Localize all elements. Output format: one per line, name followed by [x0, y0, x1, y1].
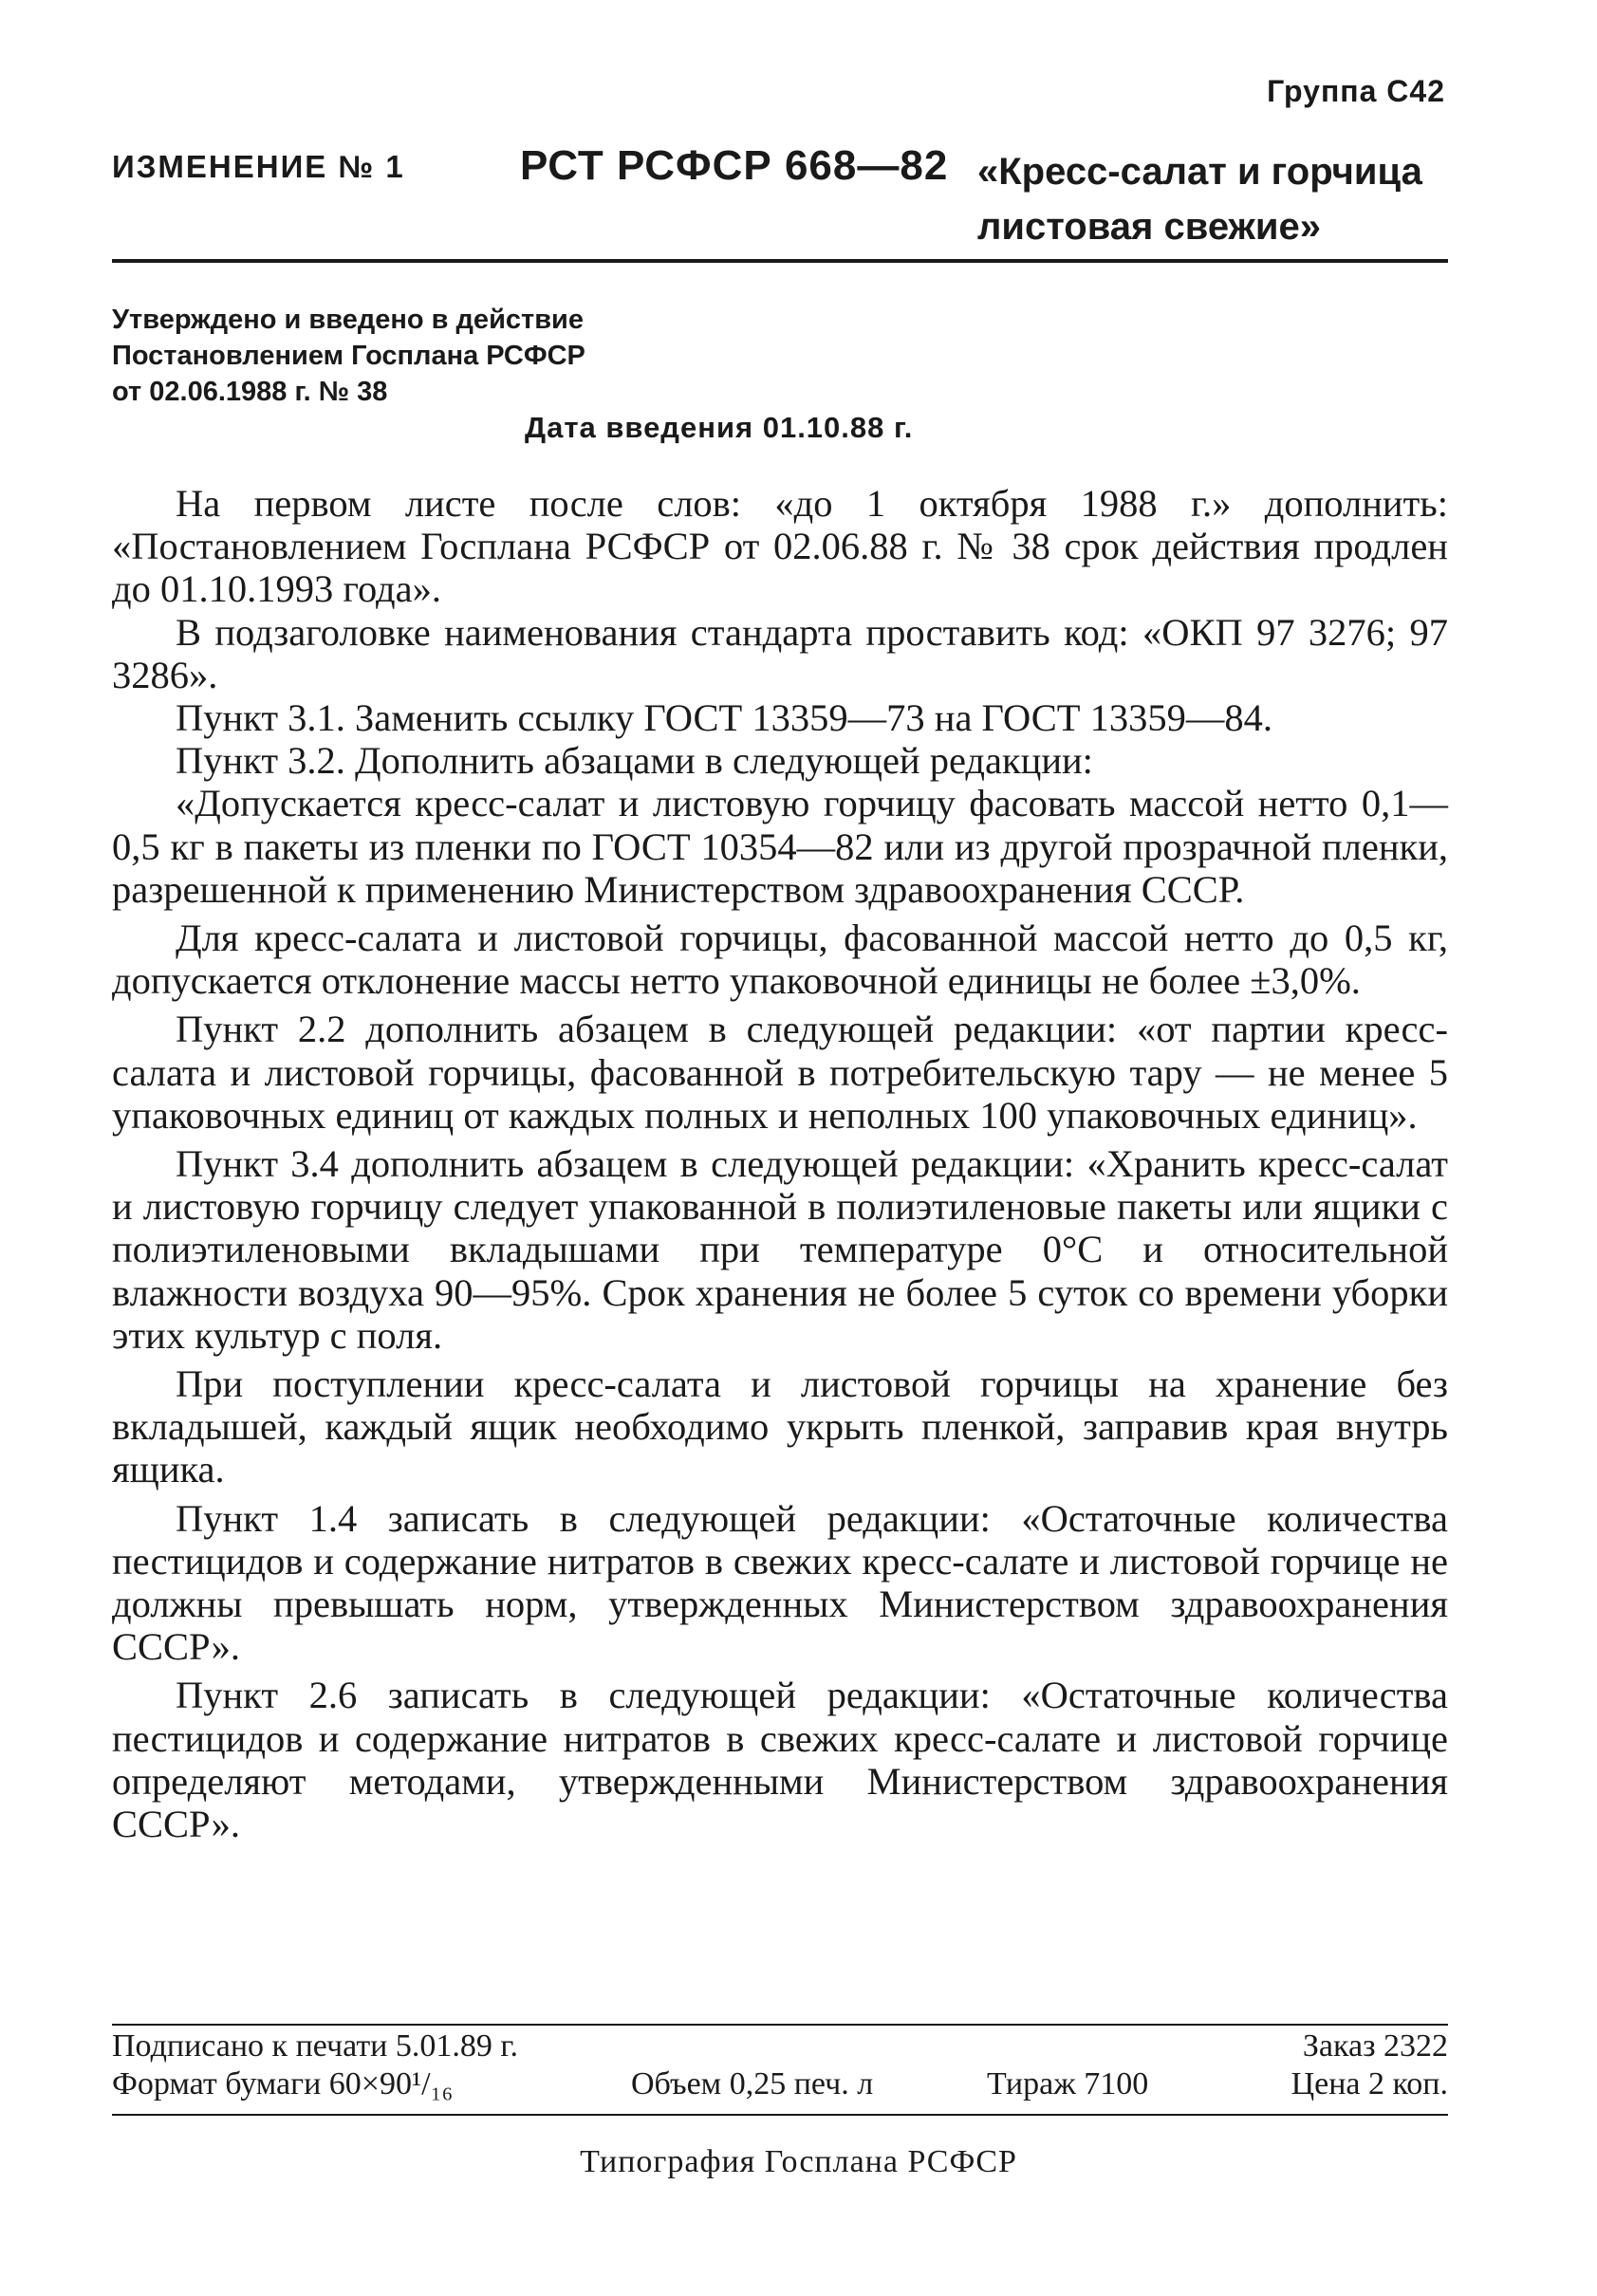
print-volume: Объем 0,25 печ. л: [631, 2066, 874, 2102]
paper-format: Формат бумаги 60×90¹/₁₆: [112, 2066, 454, 2102]
paragraph: Пункт 2.2 дополнить абзацем в следующей редакции: «от партии кресс-салата и листовой горчицы, фасованной в потребительскую тару — не менее 5 упаковочных единиц от каждых полных и неполных 100 упаковочных единиц».: [112, 1008, 1448, 1137]
paragraph: Пункт 3.1. Заменить ссылку ГОСТ 13359—73 на ГОСТ 13359—84.: [176, 696, 1272, 740]
footer-divider-top: [112, 2024, 1448, 2026]
document-body: [112, 482, 1448, 1845]
approval-line-3: от 02.06.1988 г. № 38: [112, 377, 388, 407]
change-number: ИЗМЕНЕНИЕ № 1: [112, 149, 405, 184]
approval-line-1: Утверждено и введено в действие: [112, 305, 585, 335]
paragraph: Пункт 2.6 записать в следующей редакции: «Остаточные количества пестицидов и содержание нитратов в свежих кресс-салате и листовой горчице определяют методами, утвержденными Министерством здравоохранения СССР».: [112, 1674, 1448, 1846]
approval-line-2: Постановлением Госплана РСФСР: [112, 341, 585, 371]
approval-block: [112, 302, 585, 410]
standard-title-line1: «Кресс-салат и горчица: [977, 151, 1422, 193]
printer-name: Типография Госплана РСФСР: [580, 2144, 1017, 2179]
standard-title: [977, 144, 1452, 254]
standard-title-line2: листовая свежие»: [977, 206, 1321, 248]
signed-for-print: Подписано к печати 5.01.89 г.: [112, 2028, 518, 2064]
paragraph: Пункт 1.4 записать в следующей редакции: «Остаточные количества пестицидов и содержание нитратов в свежих кресс-салате и листовой горчице не должны превышать норм, утвержденных Министерством здравоохранения СССР».: [112, 1496, 1448, 1669]
paragraph: В подзаголовке наименования стандарта проставить код: «ОКП 97 3276; 97 3286».: [112, 610, 1448, 696]
intro-date: Дата введения 01.10.88 г.: [525, 411, 914, 444]
header-divider: [112, 259, 1448, 263]
paragraph: На первом листе после слов: «до 1 октября 1988 г.» дополнить: «Постановлением Госплана РСФСР от 02.06.88 г. № 38 срок действия продлен до 01.10.1993 года».: [112, 482, 1448, 611]
group-label: Группа С42: [1267, 74, 1445, 108]
paragraph: Для кресс-салата и листовой горчицы, фасованной массой нетто до 0,5 кг, допускается отклонение массы нетто упаковочной единицы не более ±3,0%.: [112, 917, 1448, 1003]
price: Цена 2 коп.: [1291, 2066, 1448, 2102]
circulation: Тираж 7100: [987, 2066, 1149, 2102]
order-number: Заказ 2322: [1302, 2028, 1448, 2064]
standard-code: РСТ РСФСР 668—82: [520, 142, 949, 189]
paragraph: «Допускается кресс-салат и листовую горчицу фасовать массой нетто 0,1—0,5 кг в пакеты из пленки по ГОСТ 10354—82 или из другой прозрачной пленки, разрешенной к применению Министерством здравоохранения СССР.: [112, 782, 1448, 911]
footer-divider-bottom: [112, 2114, 1448, 2116]
paragraph: При поступлении кресс-салата и листовой горчицы на хранение без вкладышей, каждый ящик необходимо укрыть пленкой, заправив края внутрь ящика.: [112, 1362, 1448, 1491]
paragraph: Пункт 3.2. Дополнить абзацами в следующей редакции:: [176, 739, 1093, 783]
paragraph: Пункт 3.4 дополнить абзацем в следующей редакции: «Хранить кресс-салат и листовую горчицу следует упакованной в полиэтиленовые пакеты или ящики с полиэтиленовыми вкладышами при температуре 0°С и относительной влажности воздуха 90—95%. Срок хранения не более 5 суток со времени уборки этих культур с поля.: [112, 1142, 1448, 1357]
